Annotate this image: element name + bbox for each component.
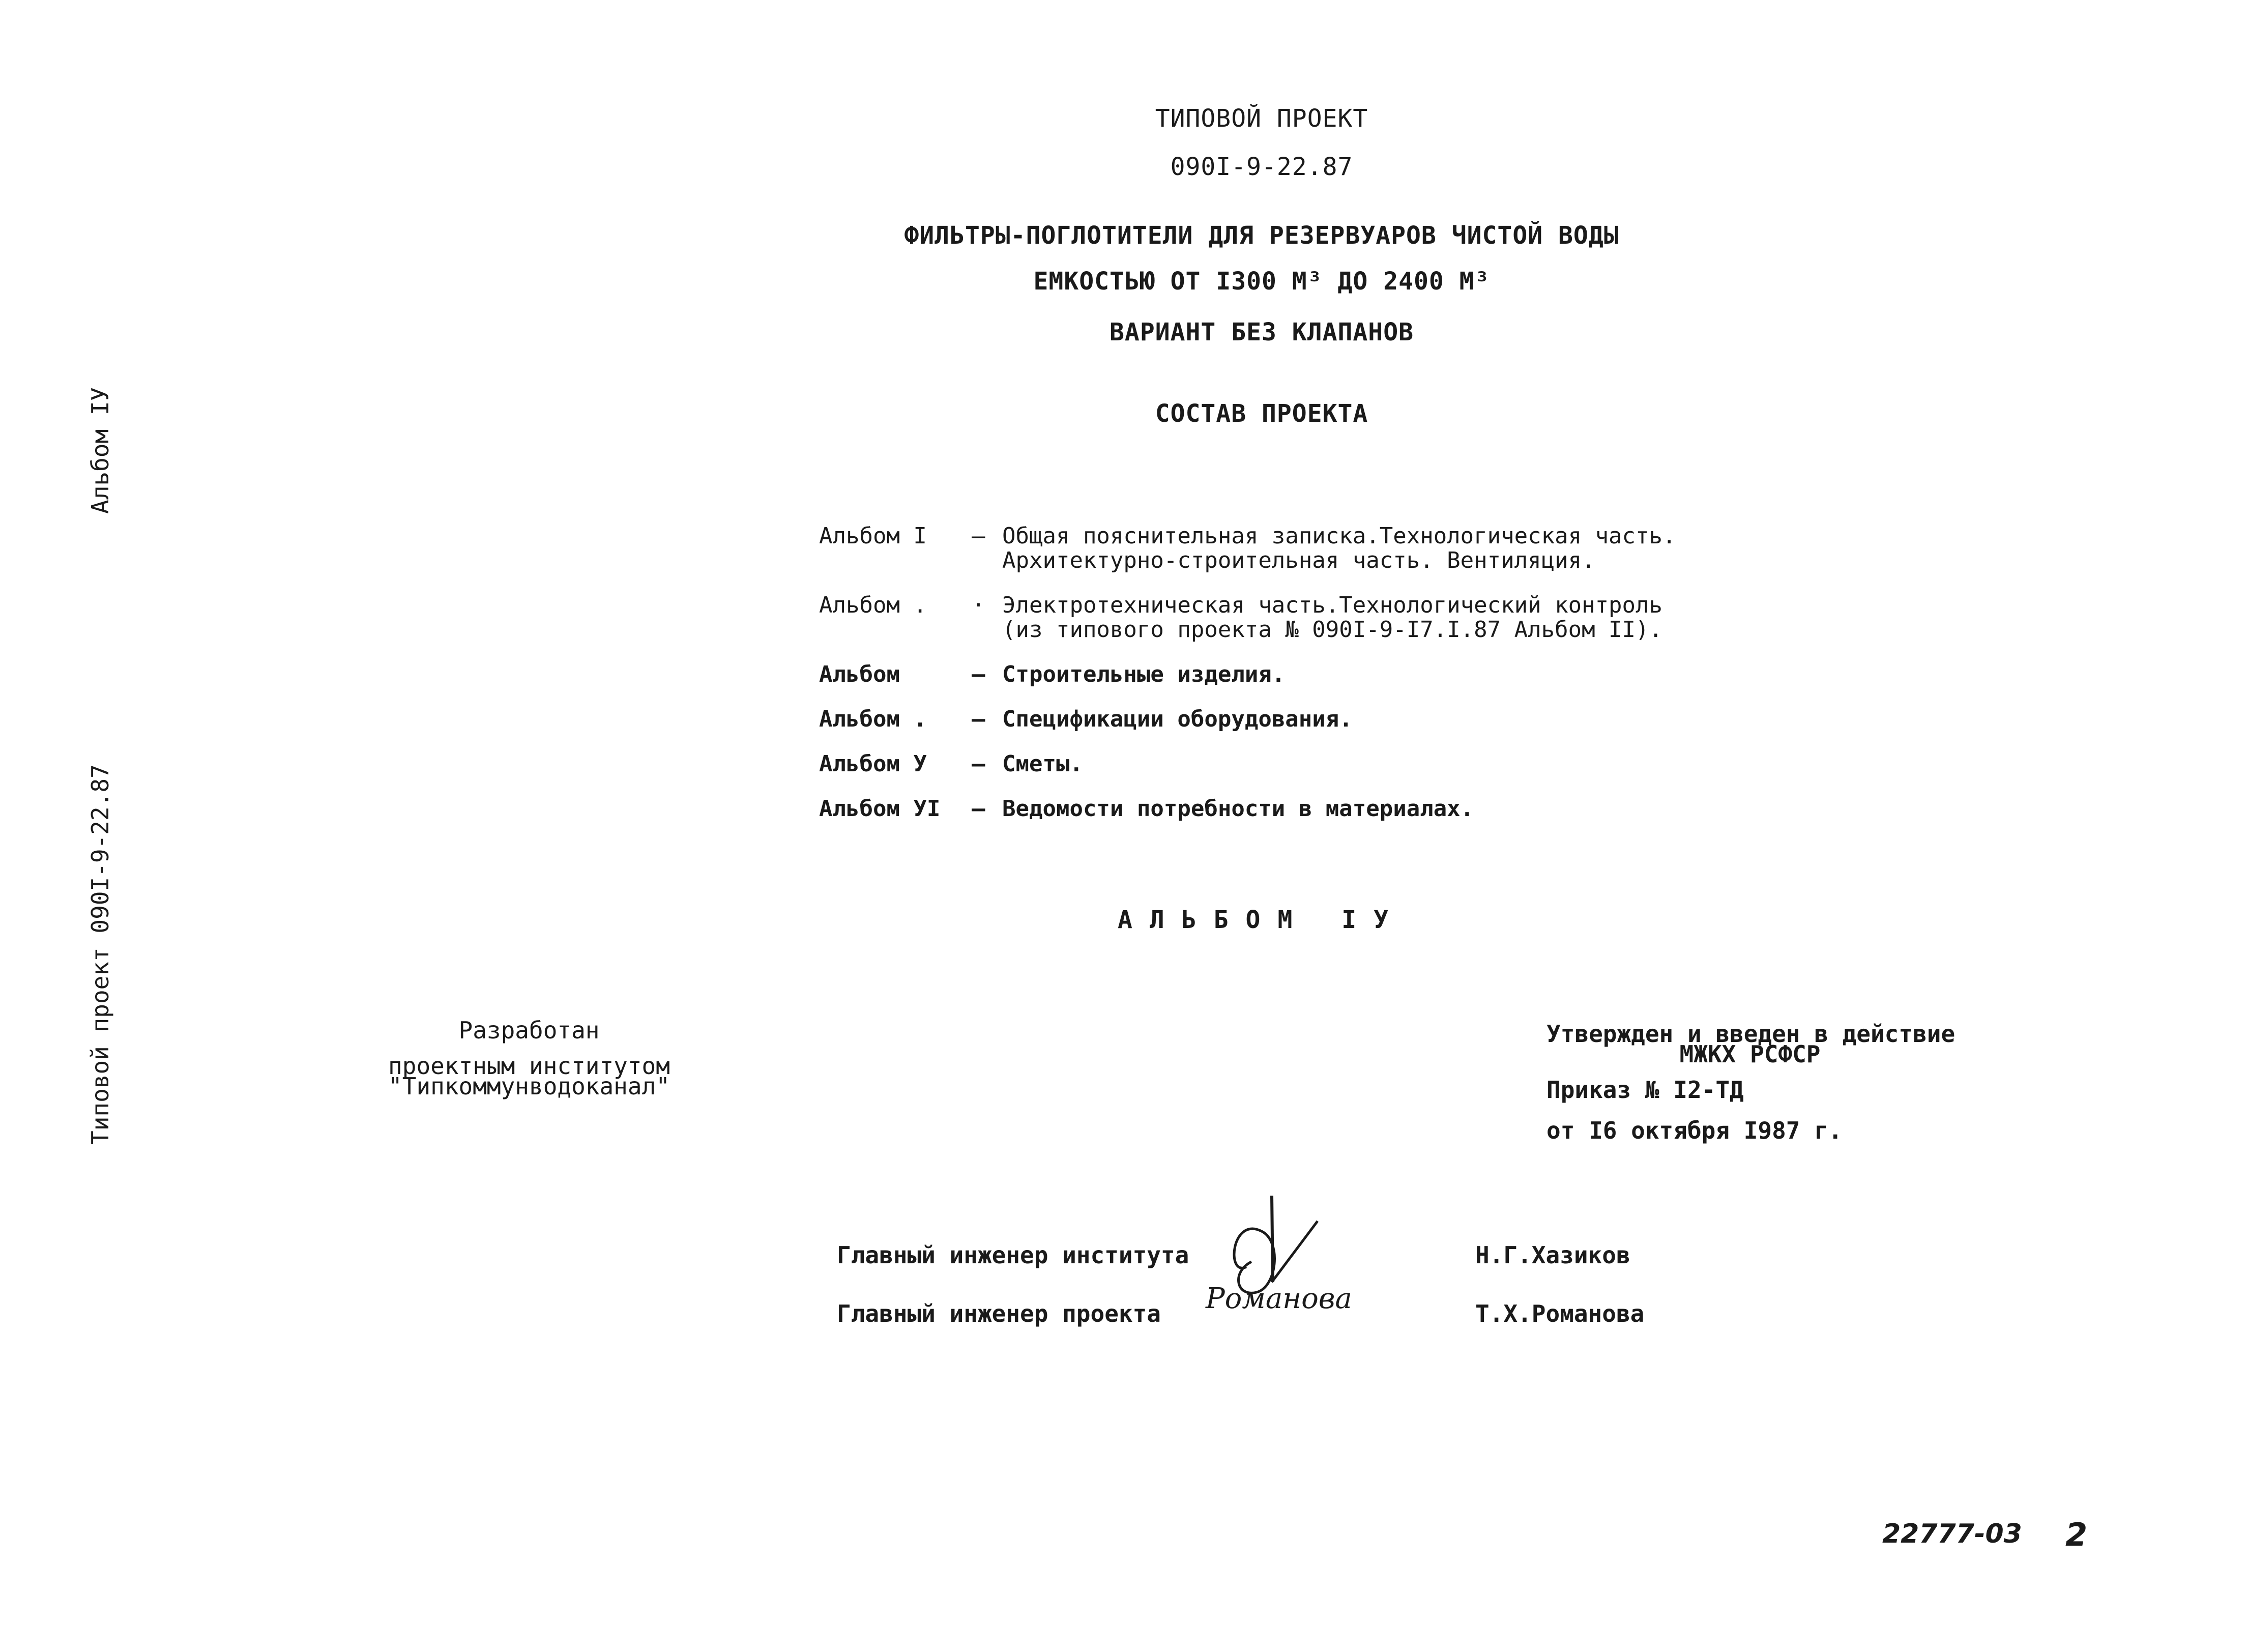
album-dash: – <box>972 523 985 549</box>
chief-institute-label: Главный инженер института <box>837 1241 1189 1269</box>
album-label: Альбом . <box>819 706 927 732</box>
developed-institute-name: "Типкоммунводоканал" <box>388 1073 670 1100</box>
album-description: Строительные изделия. <box>1002 661 1286 687</box>
project-type-heading: ТИПОВОЙ ПРОЕКТ <box>1155 104 1368 133</box>
album-row <box>819 752 1836 776</box>
album-description: Сметы. <box>1002 751 1083 777</box>
album-label: Альбом I <box>819 523 927 549</box>
album-row <box>819 593 1836 642</box>
project-title-line2: ЕМКОСТЬЮ ОТ I300 М³ ДО 2400 М³ <box>1033 267 1490 296</box>
album-label: Альбом У <box>819 751 927 777</box>
page-number: 2 <box>2065 1516 2088 1553</box>
project-title-line1: ФИЛЬТРЫ-ПОГЛОТИТЕЛИ ДЛЯ РЕЗЕРВУАРОВ ЧИСТОЙ ВОДЫ <box>904 221 1619 250</box>
album-description: Ведомости потребности в материалах. <box>1002 796 1474 822</box>
album-dash: – <box>972 661 985 687</box>
album-dash: – <box>972 706 985 732</box>
album-dash: – <box>972 796 985 822</box>
project-title-line3: ВАРИАНТ БЕЗ КЛАПАНОВ <box>1110 318 1414 346</box>
document-number: 22777-03 <box>1882 1519 2022 1549</box>
chief-project-name: Т.Х.Романова <box>1475 1300 1645 1327</box>
album-label: Альбом <box>819 661 900 687</box>
album-description: Спецификации оборудования. <box>1002 706 1353 732</box>
album-list <box>819 524 1836 842</box>
chief-project-label: Главный инженер проекта <box>837 1300 1161 1327</box>
album-row <box>819 662 1836 687</box>
album-row <box>819 797 1836 821</box>
approved-date: от I6 октября I987 г. <box>1546 1117 1843 1144</box>
album-description: Электротехническая часть.Технологический контроль (из типового проекта № 090I-9-I7.I.87 Альбом II). <box>1002 592 1663 643</box>
side-album-label: Альбом IУ <box>86 387 114 514</box>
album-label: Альбом УI <box>819 796 941 822</box>
approved-line: Утвержден и введен в действие <box>1546 1020 1956 1048</box>
project-code-heading: 090I-9-22.87 <box>1170 153 1353 181</box>
album-row <box>819 707 1836 732</box>
album-description: Общая пояснительная записка.Технологическая часть. Архитектурно-строительная часть. Вентиляция. <box>1002 523 1676 573</box>
approved-order: Приказ № I2-ТД <box>1546 1076 1744 1104</box>
chief-institute-name: Н.Г.Хазиков <box>1475 1241 1630 1269</box>
approved-ministry: МЖКХ РСФСР <box>1679 1040 1821 1068</box>
developed-institute-line: проектным институтом <box>388 1052 670 1080</box>
signature-chief-project: Романова <box>1206 1282 1352 1315</box>
album-row <box>819 524 1836 573</box>
developed-label: Разработан <box>458 1017 600 1044</box>
side-project-code: Типовой проект 090I-9-22.87 <box>86 764 114 1145</box>
album-caption: АЛЬБОМ IУ <box>1117 906 1406 934</box>
section-heading: СОСТАВ ПРОЕКТА <box>1155 399 1368 428</box>
album-label: Альбом . <box>819 592 927 618</box>
album-dash: – <box>972 751 985 777</box>
album-dash: · <box>972 592 985 618</box>
